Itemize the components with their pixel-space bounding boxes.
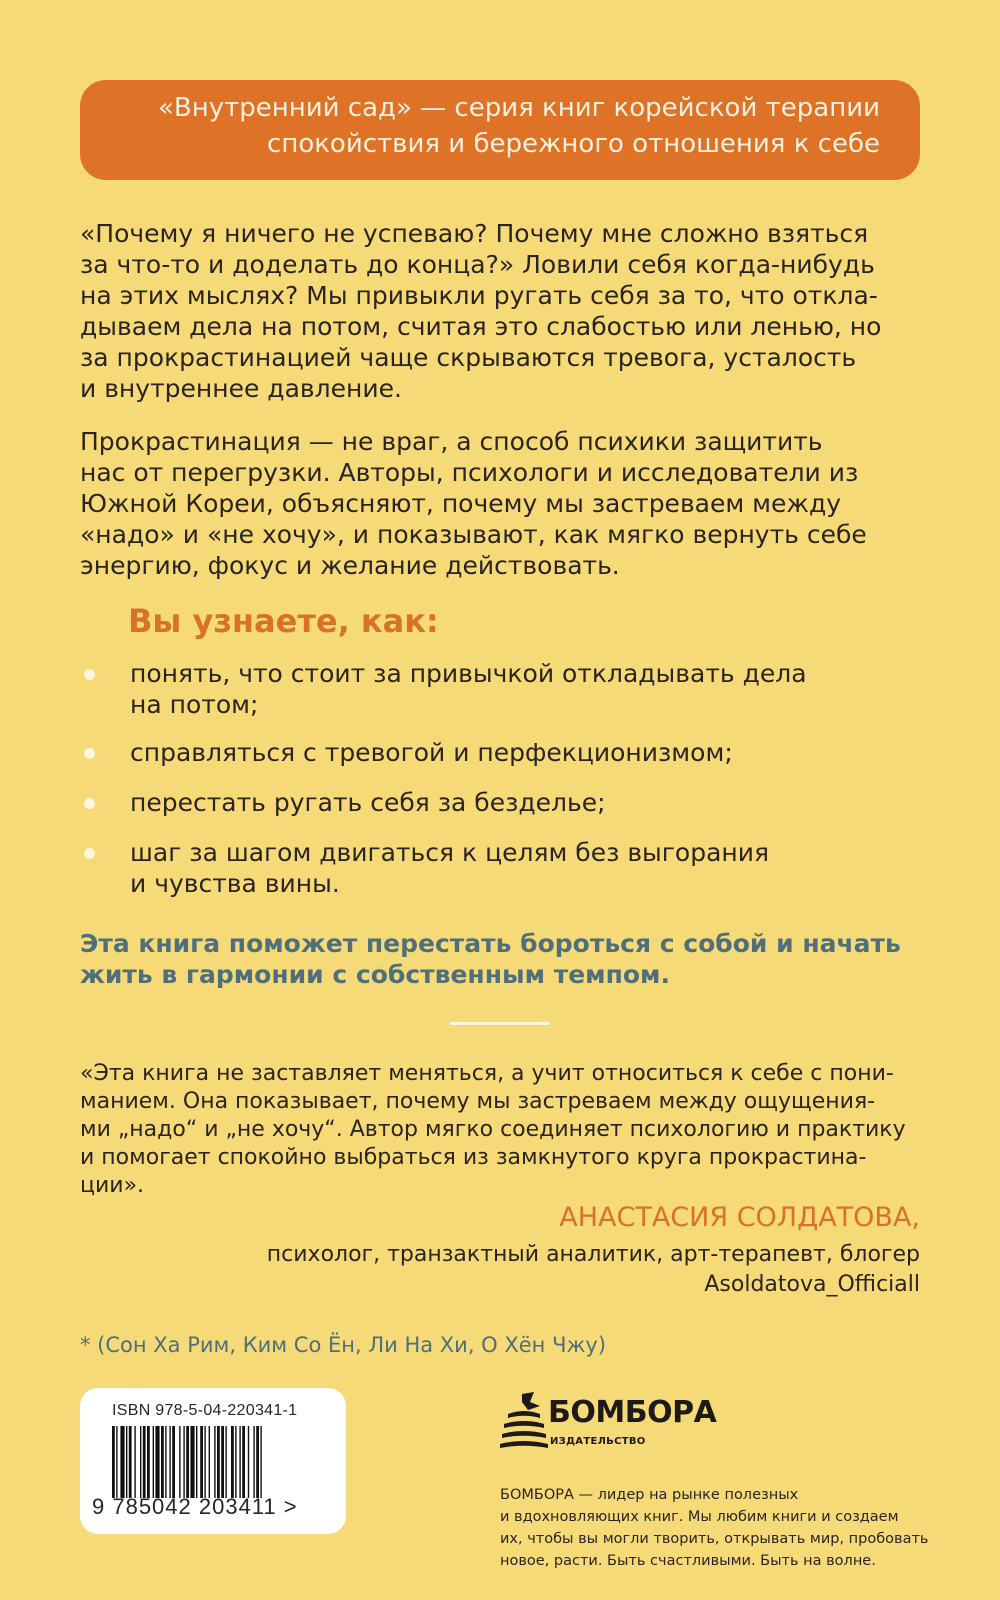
reviewer-role: психолог, транзактный аналитик, арт-терапевт, блогер (266, 1242, 920, 1267)
banner-line-2: спокойствия и бережного отношения к себе (267, 129, 880, 159)
bullet-dot-icon (84, 848, 95, 859)
conclusion-line: Эта книга поможет перестать бороться с собой и начать (80, 929, 901, 958)
publisher-logo-sub: ИЗДАТЕЛЬСТВО (550, 1436, 646, 1447)
review-quote (80, 1060, 920, 1200)
banner-line-1: «Внутренний сад» — серия книг корейской терапии (157, 93, 880, 123)
isbn-barcode (80, 1388, 346, 1534)
intro-line: за прокрастинацией чаще скрываются тревога, усталость (80, 343, 857, 372)
list-item-line: справляться с тревогой и перфекционизмом; (130, 738, 733, 767)
second-line: Прокрастинация — не враг, а способ психики защитить (80, 427, 823, 456)
second-line: нас от перегрузки. Авторы, психологи и исследователи из (80, 458, 859, 487)
list-item-line: шаг за шагом двигаться к целям без выгорания (130, 838, 770, 867)
section-divider (450, 1022, 550, 1025)
series-banner (80, 80, 920, 180)
list-item-line: понять, что стоит за привычкой откладывать дела (130, 659, 807, 688)
isbn-number: ISBN 978-5-04-220341-1 (112, 1402, 298, 1419)
intro-line: дываем дела на потом, считая это слабостью или ленью, но (80, 312, 882, 341)
intro-line: и внутреннее давление. (80, 374, 402, 403)
quote-line: манием. Она показывает, почему мы застреваем между ощущения- (80, 1089, 876, 1114)
publisher-line: новое, расти. Быть счастливыми. Быть на волне. (500, 1553, 876, 1569)
publisher-description (500, 1484, 930, 1572)
list-item-line: и чувства вины. (130, 869, 340, 898)
reviewer-name: АНАСТАСИЯ СОЛДАТОВА, (559, 1202, 920, 1233)
barcode-icon (112, 1426, 312, 1498)
learn-heading: Вы узнаете, как: (128, 602, 439, 640)
list-item-line: на потом; (130, 690, 259, 719)
intro-line: за что-то и доделать до конца?» Ловили себя когда-нибудь (80, 250, 875, 279)
barcode-digits: 9 785042 203411 > (92, 1494, 298, 1519)
conclusion-line: жить в гармонии с собственным темпом. (80, 960, 670, 989)
bullet-dot-icon (84, 669, 95, 680)
publisher-logo-name: БОМБОРА (548, 1395, 717, 1430)
authors-footnote: * (Сон Ха Рим, Ким Со Ён, Ли На Хи, О Хён Чжу) (80, 1333, 607, 1357)
publisher-line: их, чтобы вы могли творить, открывать мир, пробовать (500, 1531, 929, 1547)
conclusion-text (80, 928, 920, 990)
quote-line: ми „надо“ и „не хочу“. Автор мягко соединяет психологию и практику (80, 1117, 906, 1142)
bullet-dot-icon (84, 798, 95, 809)
intro-line: на этих мыслях? Мы привыкли ругать себя за то, что откла- (80, 281, 878, 310)
second-line: Южной Кореи, объясняют, почему мы застреваем между (80, 489, 842, 518)
publisher-line: и вдохновляющих книг. Мы любим книги и создаем (500, 1509, 899, 1525)
second-line: энергию, фокус и желание действовать. (80, 551, 620, 580)
intro-line: «Почему я ничего не успеваю? Почему мне сложно взяться (80, 219, 869, 248)
list-item-line: перестать ругать себя за безделье; (130, 788, 606, 817)
second-paragraph (80, 426, 920, 581)
second-line: «надо» и «не хочу», и показывают, как мягко вернуть себе (80, 520, 867, 549)
intro-paragraph (80, 218, 920, 404)
reviewer-credentials (267, 1240, 920, 1300)
quote-line: и помогает спокойно выбраться из замкнутого круга прокрастина- (80, 1145, 867, 1170)
quote-line: ции». (80, 1173, 145, 1198)
reviewer-handle: Asoldatova_Officiall (704, 1272, 920, 1297)
quote-line: «Эта книга не заставляет меняться, а учит относиться к себе с пони- (80, 1061, 894, 1086)
publisher-line: БОМБОРА — лидер на рынке полезных (500, 1487, 799, 1503)
bullet-dot-icon (84, 748, 95, 759)
